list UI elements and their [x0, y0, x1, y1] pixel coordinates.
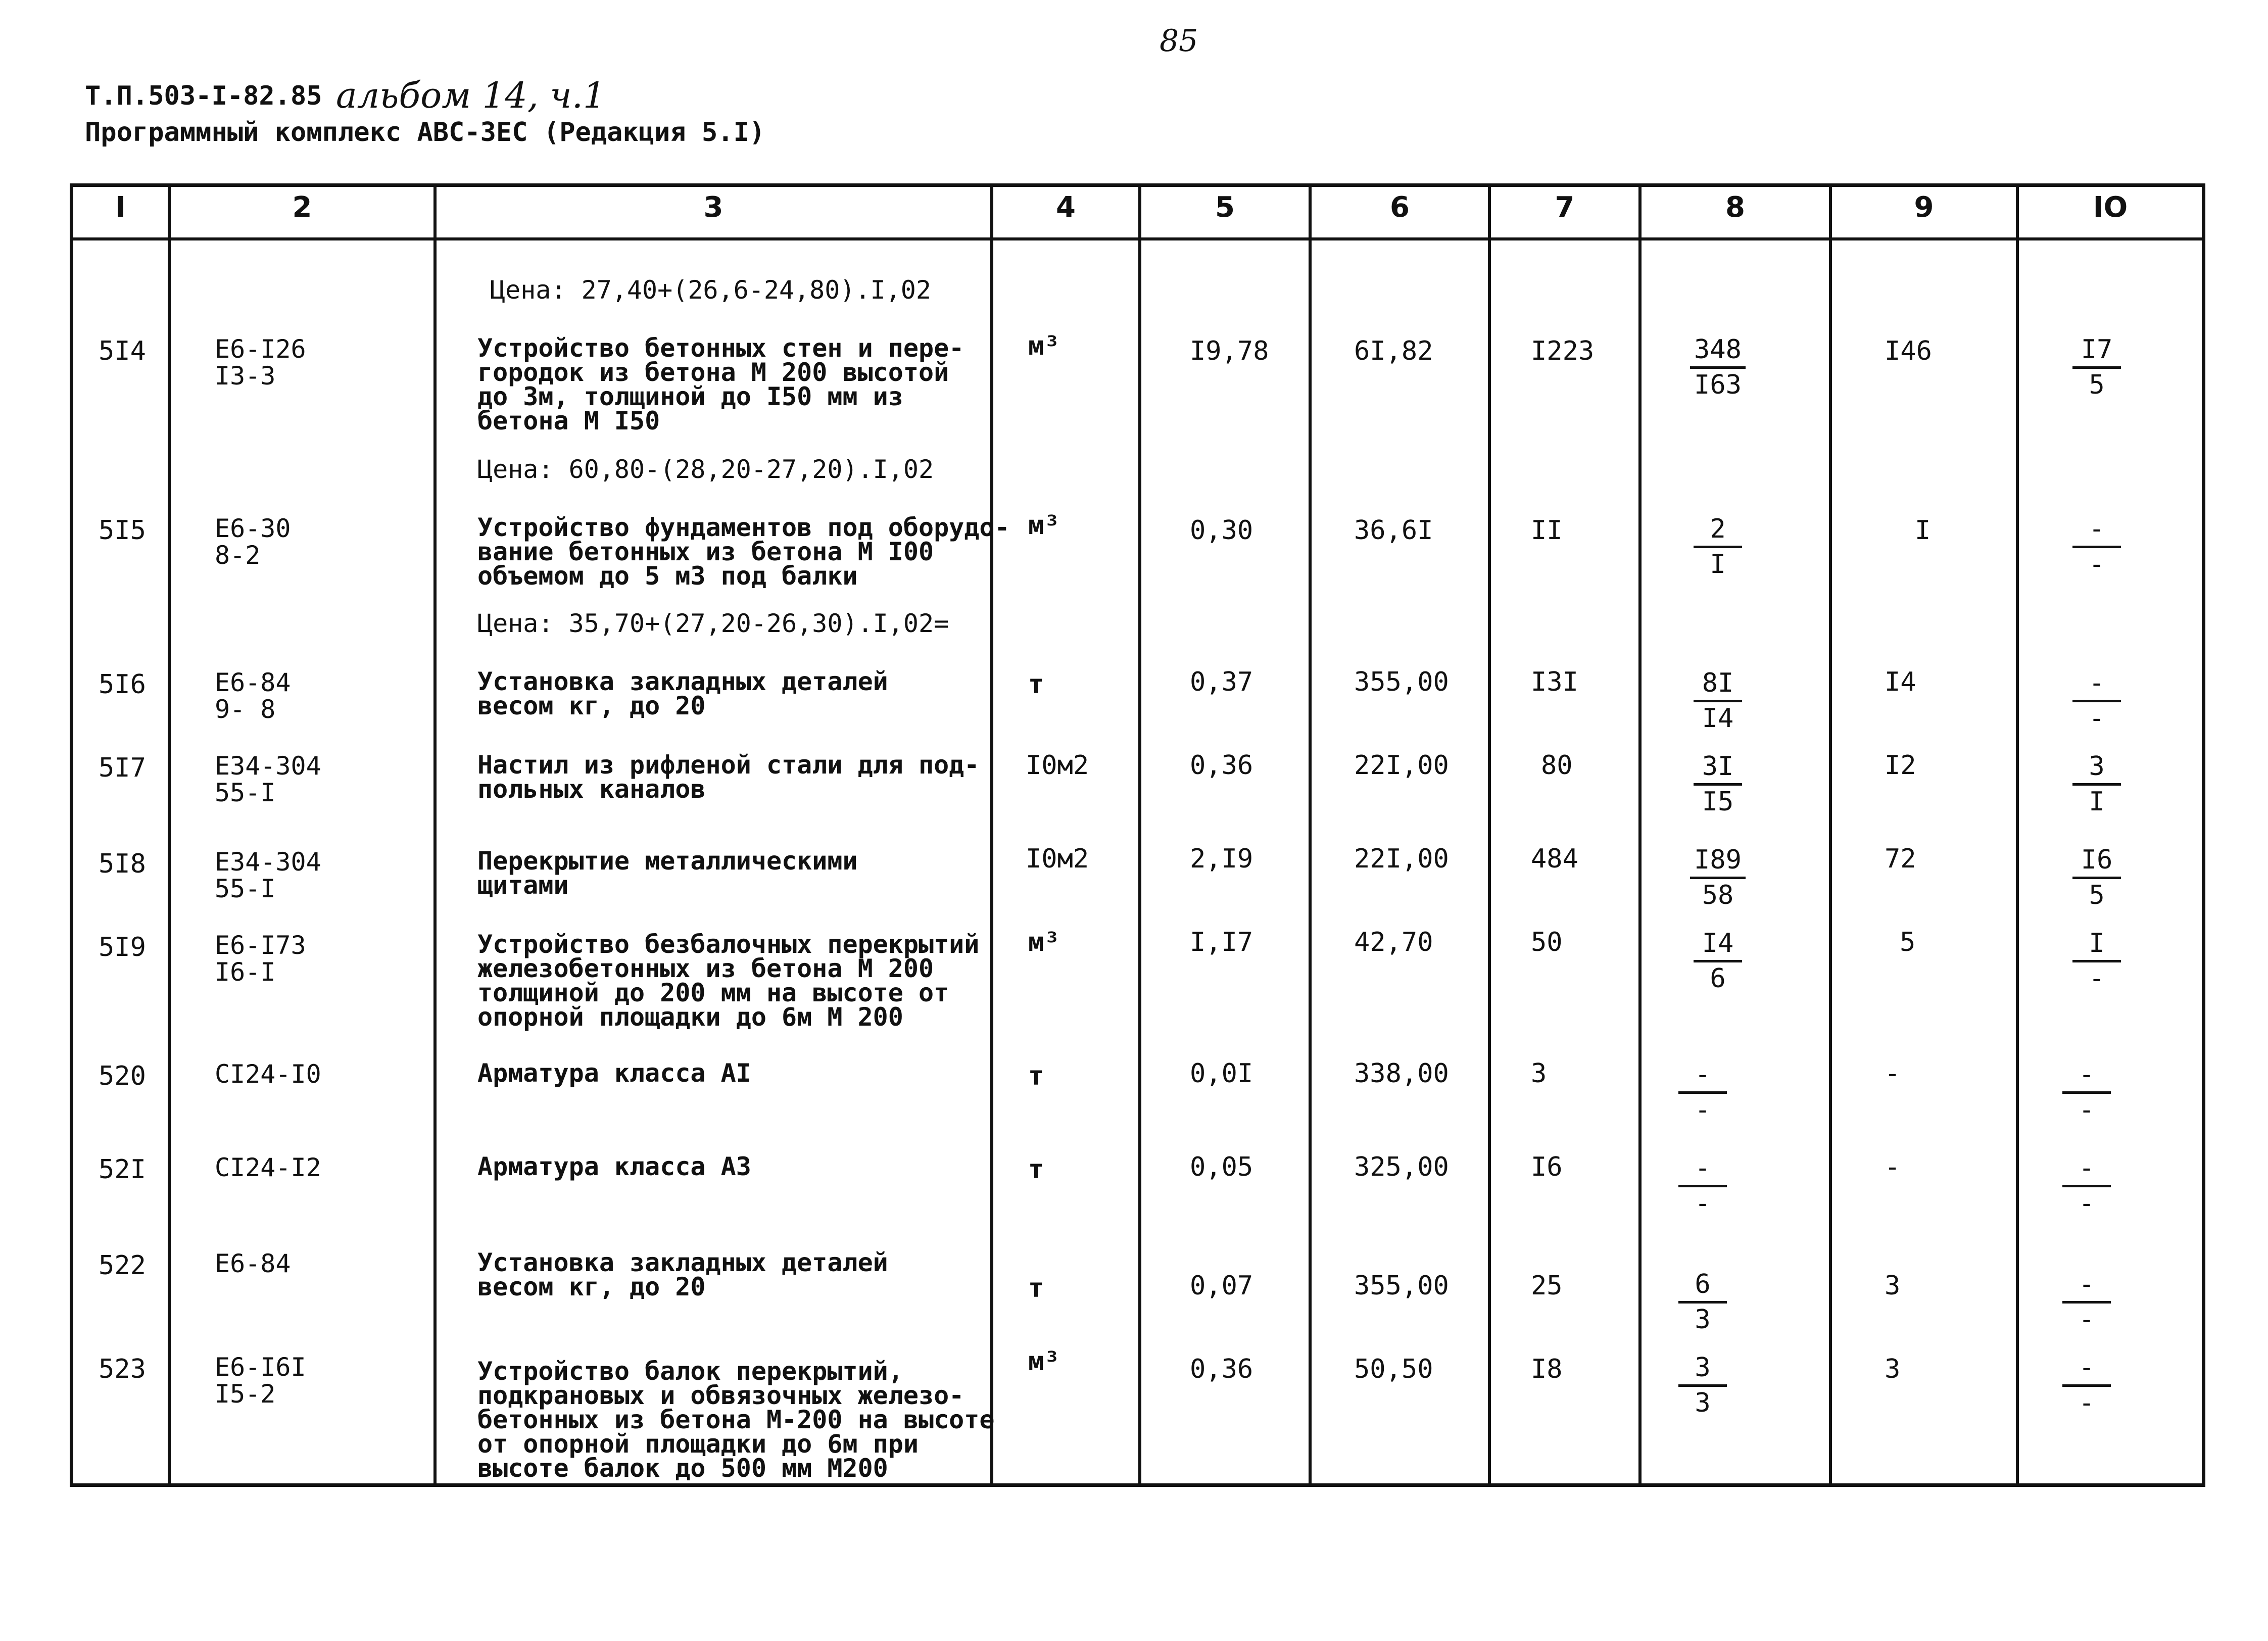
column-9-value: -: [1885, 1152, 1901, 1182]
total-cost: 50: [1531, 927, 1563, 957]
work-description: Арматура класса AI: [477, 1058, 751, 1088]
col-divider: [433, 183, 437, 1487]
row-number: 5I5: [99, 515, 146, 546]
unit: м³: [1028, 927, 1060, 957]
unit-price: 6I,82: [1354, 336, 1433, 366]
work-description: Устройство фундаментов под оборудо- вание бетонных из бетона М I00 объемом до 5 м3 под балки: [477, 513, 1010, 591]
quantity: 0,36: [1190, 750, 1253, 781]
header-divider: [70, 237, 2205, 240]
column-9-value: I4: [1885, 667, 1916, 697]
norm-code: Е6-I6I I5-2: [215, 1353, 306, 1409]
col-divider: [1138, 183, 1141, 1487]
column-header: I: [115, 191, 126, 224]
work-description: Устройство безбалочных перекрытий железобетонных из бетона М 200 толщиной до 200 мм на высоте от опорной площадки до 6м М 200: [477, 930, 980, 1032]
norm-code: Е6-I26 I3-3: [215, 334, 306, 391]
total-cost: I3I: [1531, 667, 1578, 697]
column-8-fraction: $\frac{I4}{6}$: [1682, 927, 1753, 995]
column-10-fraction: I -: [2061, 927, 2132, 995]
norm-code: Е34-304 55-I: [215, 751, 321, 807]
quantity: 0,30: [1190, 515, 1253, 546]
work-description: Установка закладных деталей весом кг, до 20: [477, 1248, 888, 1301]
unit-price: 22I,00: [1354, 750, 1449, 781]
column-9-value: I: [1915, 515, 1931, 546]
row-number: 523: [99, 1354, 146, 1384]
unit-price: 355,00: [1354, 1271, 1449, 1301]
norm-code: Е34-304 55-I: [215, 847, 321, 903]
total-cost: II: [1531, 515, 1563, 546]
norm-code: Е6-30 8-2: [215, 514, 291, 570]
col-divider: [1488, 183, 1491, 1487]
col-divider: [2016, 183, 2019, 1487]
price-note: Цена: 27,40+(26,6-24,80).I,02: [490, 275, 931, 305]
unit: м³: [1028, 510, 1060, 541]
column-9-value: 5: [1900, 927, 1916, 957]
column-9-value: 3: [1885, 1271, 1901, 1301]
column-9-value: -: [1885, 1058, 1901, 1089]
column-header: 7: [1555, 191, 1575, 224]
work-description: Устройство бетонных стен и пере- городок из бетона М 200 высотой до 3м, толщиной до I50 мм из бетона М I50: [477, 333, 964, 436]
column-10-fraction: - -: [2051, 1352, 2122, 1420]
row-number: 52I: [99, 1154, 146, 1185]
total-cost: 80: [1541, 750, 1573, 781]
column-10-fraction: - -: [2051, 1152, 2122, 1220]
row-number: 5I9: [99, 932, 146, 962]
unit: т: [1028, 1061, 1044, 1091]
total-cost: I8: [1531, 1354, 1563, 1384]
column-10-fraction: $\frac{3}{I}$: [2061, 750, 2132, 818]
quantity: I,I7: [1190, 927, 1253, 957]
unit-price: 355,00: [1354, 667, 1449, 697]
page-number: 85: [1160, 23, 1198, 59]
quantity: 2,I9: [1190, 844, 1253, 874]
column-header: 5: [1215, 191, 1235, 224]
column-8-fraction: $\frac{3}{3}$: [1667, 1352, 1738, 1420]
quantity: 0,36: [1190, 1354, 1253, 1384]
column-9-value: 3: [1885, 1354, 1901, 1384]
total-cost: I6: [1531, 1152, 1563, 1182]
unit: т: [1028, 1154, 1044, 1185]
column-header: 3: [703, 191, 723, 224]
unit-price: 325,00: [1354, 1152, 1449, 1182]
work-description: Арматура класса A3: [477, 1152, 751, 1181]
row-number: 5I7: [99, 753, 146, 783]
handwritten-note: альбом 14, ч.1: [336, 75, 606, 116]
col-divider: [1829, 183, 1832, 1487]
column-8-fraction: $\frac{6}{3}$: [1667, 1268, 1738, 1336]
total-cost: 484: [1531, 844, 1578, 874]
unit: I0м2: [1026, 750, 1089, 781]
price-note: Цена: 60,80-(28,20-27,20).I,02: [477, 455, 934, 484]
column-8-fraction: $\frac{2}{I}$: [1682, 513, 1753, 581]
row-number: 520: [99, 1061, 146, 1091]
unit: I0м2: [1026, 844, 1089, 874]
work-description: Установка закладных деталей весом кг, до 20: [477, 667, 888, 720]
total-cost: I223: [1531, 336, 1595, 366]
unit-price: 22I,00: [1354, 844, 1449, 874]
unit-price: 50,50: [1354, 1354, 1433, 1384]
norm-code: CI24-I2: [215, 1153, 321, 1182]
unit: м³: [1028, 331, 1060, 361]
unit-price: 42,70: [1354, 927, 1433, 957]
document-subtitle: Программный комплекс АВС-ЗЕС (Редакция 5.I): [85, 117, 765, 148]
quantity: 0,05: [1190, 1152, 1253, 1182]
column-header: 2: [292, 191, 312, 224]
quantity: 0,37: [1190, 667, 1253, 697]
column-8-fraction: $\frac{348}{I63}$: [1682, 333, 1753, 402]
column-8-fraction: $\frac{8I}{I4}$: [1682, 667, 1753, 735]
document-code: Т.П.503-I-82.85: [85, 81, 322, 111]
row-number: 5I8: [99, 849, 146, 879]
unit: т: [1028, 669, 1044, 700]
row-number: 5I6: [99, 669, 146, 700]
norm-code: Е6-84 9- 8: [215, 668, 291, 724]
quantity: 0,0I: [1190, 1058, 1253, 1089]
norm-code: Е6-84: [215, 1249, 291, 1278]
column-header: 6: [1390, 191, 1410, 224]
column-8-fraction: - -: [1667, 1152, 1738, 1220]
column-header: 4: [1056, 191, 1076, 224]
work-description: Перекрытие металлическими щитами: [477, 846, 858, 900]
column-header: IO: [2093, 191, 2128, 224]
column-header: 8: [1725, 191, 1745, 224]
column-8-fraction: $\frac{I89}{58}$: [1682, 844, 1753, 912]
work-description: Устройство балок перекрытий, подкрановых и обвязочных железо- бетонных из бетона М-200 на высоте от опорной площадки до 6м при высоте балок до 500 мм М200: [477, 1357, 995, 1483]
column-10-fraction: - -: [2051, 1058, 2122, 1127]
column-9-value: I46: [1885, 336, 1932, 366]
col-divider: [990, 183, 993, 1487]
column-10-fraction: $\frac{I6}{5}$: [2061, 844, 2132, 912]
total-cost: 3: [1531, 1058, 1547, 1089]
column-8-fraction: - -: [1667, 1058, 1738, 1127]
column-10-fraction: - -: [2051, 1268, 2122, 1336]
price-note: Цена: 35,70+(27,20-26,30).I,02=: [477, 609, 949, 638]
row-number: 522: [99, 1250, 146, 1281]
col-divider: [168, 183, 171, 1487]
total-cost: 25: [1531, 1271, 1563, 1301]
col-divider: [1638, 183, 1642, 1487]
column-10-fraction: $\frac{I7}{5}$: [2061, 333, 2132, 402]
column-10-fraction: - -: [2061, 513, 2132, 581]
column-9-value: 72: [1885, 844, 1916, 874]
unit: м³: [1028, 1346, 1060, 1377]
column-10-fraction: - -: [2061, 667, 2132, 735]
col-divider: [1309, 183, 1312, 1487]
work-description: Настил из рифленой стали для под- польных каналов: [477, 750, 980, 804]
column-header: 9: [1914, 191, 1934, 224]
column-9-value: I2: [1885, 750, 1916, 781]
quantity: I9,78: [1190, 336, 1269, 366]
row-number: 5I4: [99, 336, 146, 366]
unit-price: 36,6I: [1354, 515, 1433, 546]
norm-code: Е6-I73 I6-I: [215, 931, 306, 987]
unit-price: 338,00: [1354, 1058, 1449, 1089]
quantity: 0,07: [1190, 1271, 1253, 1301]
norm-code: CI24-I0: [215, 1059, 321, 1089]
unit: т: [1028, 1273, 1044, 1304]
column-8-fraction: $\frac{3I}{I5}$: [1682, 750, 1753, 818]
